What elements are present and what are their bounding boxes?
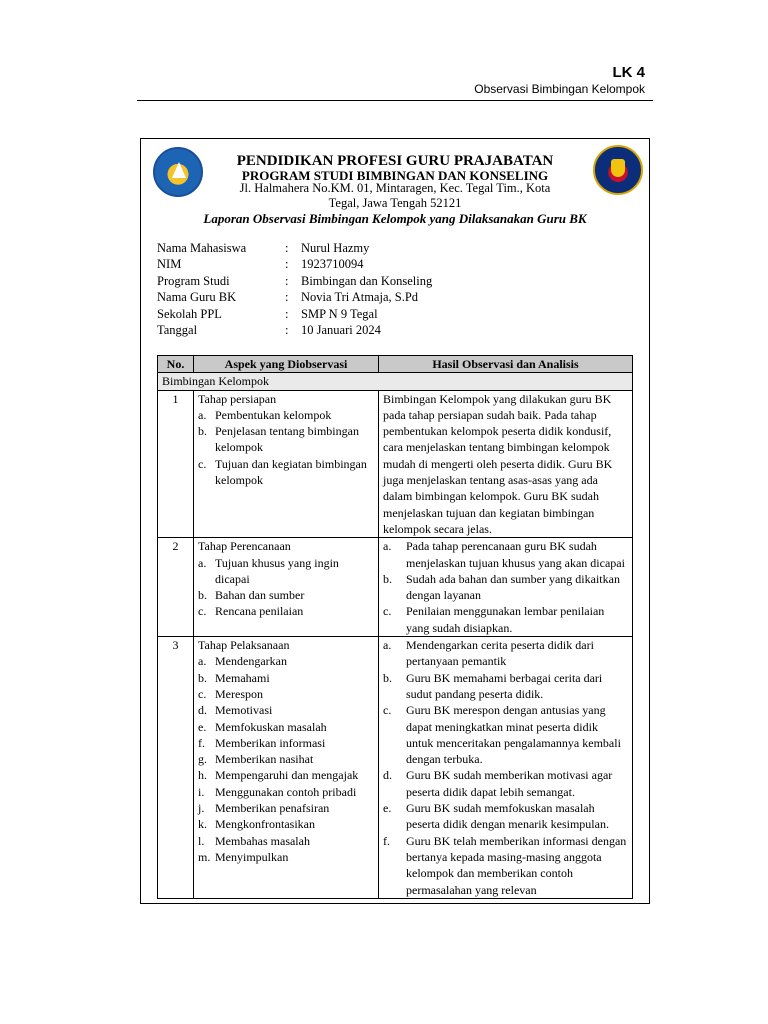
- result-cell: [379, 637, 633, 899]
- list-marker: c.: [198, 686, 207, 701]
- list-item: [198, 719, 374, 735]
- list-text: Penilaian menggunakan lembar penilaian yang sudah disiapkan.: [406, 604, 605, 635]
- info-row: [157, 323, 432, 339]
- list-marker: j.: [198, 801, 205, 816]
- list-text: Menggunakan contoh pribadi: [215, 784, 357, 799]
- list-text: Tujuan khusus yang ingin dicapai: [215, 555, 339, 586]
- header-aspect: Aspek yang Diobservasi: [194, 356, 379, 373]
- list-marker: b.: [383, 670, 392, 685]
- list-marker: a.: [383, 638, 392, 653]
- info-colon: :: [285, 241, 289, 255]
- list-item: [198, 751, 374, 767]
- list-marker: g.: [198, 752, 207, 767]
- observation-table: [157, 355, 633, 899]
- table-row: [158, 538, 633, 637]
- student-info: [157, 241, 432, 339]
- list-marker: a.: [383, 539, 392, 554]
- list-item: [198, 670, 374, 686]
- info-colon: :: [285, 257, 289, 272]
- list-text: Mendengarkan cerita peserta didik dari pertanyaan pemantik: [406, 638, 594, 669]
- list-text: Penjelasan tentang bimbingan kelompok: [215, 424, 359, 455]
- list-item: [383, 767, 628, 800]
- list-item: [383, 603, 628, 636]
- list-text: Sudah ada bahan dan sumber yang dikaitkan dengan layanan: [406, 571, 620, 603]
- info-row: [157, 257, 432, 273]
- list-item: [198, 555, 374, 588]
- list-item: [198, 702, 374, 718]
- list-marker: b.: [198, 424, 207, 439]
- list-text: Guru BK merespon dengan antusias yang dapat meningkatkan minat peserta didik untuk menceritakan pengalamannya kembali dengan terbuka.: [406, 703, 621, 767]
- list-text: Guru BK sudah memfokuskan masalah peserta didik dengan menarik kesimpulan.: [406, 801, 609, 832]
- institution-name: PENDIDIKAN PROFESI GURU PRAJABATAN: [236, 153, 554, 169]
- list-text: Guru BK telah memberikan informasi dengan bertanya kepada masing-masing anggota kelompok dan memberikan contoh permasalahan yang relevan: [406, 833, 627, 897]
- report-frame: [140, 138, 650, 904]
- info-colon: :: [285, 322, 289, 337]
- list-marker: d.: [198, 703, 207, 718]
- list-item: [198, 800, 374, 816]
- list-text: Pada tahap perencanaan guru BK sudah menjelaskan tujuan khusus yang akan dicapai: [406, 539, 625, 570]
- info-value: Bimbingan dan Konseling: [301, 273, 433, 288]
- list-text: Tujuan dan kegiatan bimbingan kelompok: [215, 456, 367, 488]
- list-text: Rencana penilaian: [215, 604, 304, 619]
- list-text: Mempengaruhi dan mengajak: [215, 768, 359, 783]
- header-no: No.: [158, 356, 194, 373]
- info-row: [157, 274, 432, 290]
- list-item: [383, 702, 628, 767]
- info-row: [157, 241, 432, 257]
- list-item: [198, 735, 374, 751]
- list-text: Guru BK memahami berbagai cerita dari sudut pandang peserta didik.: [406, 670, 603, 701]
- row-number: 3: [158, 637, 194, 899]
- list-marker: e.: [383, 801, 392, 816]
- list-marker: b.: [383, 571, 392, 586]
- info-value: Novia Tri Atmaja, S.Pd: [301, 290, 419, 305]
- list-item: [383, 538, 628, 571]
- worksheet-code: LK 4: [612, 64, 645, 81]
- list-item: [198, 653, 374, 669]
- info-label: Nama Guru BK: [157, 290, 237, 305]
- list-text: Merespon: [215, 686, 263, 701]
- list-marker: m.: [198, 849, 211, 864]
- list-marker: d.: [383, 768, 392, 783]
- list-text: Membahas masalah: [215, 833, 310, 848]
- list-marker: c.: [198, 604, 207, 619]
- list-item: [198, 587, 374, 603]
- list-marker: c.: [383, 604, 392, 619]
- address-line-1: Jl. Halmahera No.KM. 01, Mintaragen, Kec. Tegal Tim., Kota: [239, 181, 551, 195]
- aspect-cell: [194, 390, 379, 538]
- info-value: 10 Januari 2024: [301, 322, 381, 337]
- report-title: Laporan Observasi Bimbingan Kelompok yang Dilaksanakan Guru BK: [203, 211, 587, 226]
- list-item: [198, 816, 374, 832]
- list-text: Pembentukan kelompok: [215, 407, 332, 422]
- info-colon: :: [285, 290, 289, 305]
- list-text: Mengkonfrontasikan: [215, 817, 315, 832]
- list-text: Menyimpulkan: [215, 849, 289, 864]
- result-cell: [379, 390, 633, 538]
- list-item: [383, 571, 628, 604]
- header-divider: [137, 100, 653, 101]
- row-number: 1: [158, 390, 194, 538]
- list-marker: h.: [198, 768, 207, 783]
- list-text: Guru BK sudah memberikan motivasi agar peserta didik dapat lebih semangat.: [406, 768, 613, 799]
- info-label: Sekolah PPL: [157, 306, 222, 321]
- list-marker: f.: [198, 735, 205, 750]
- list-marker: a.: [198, 407, 207, 422]
- list-item: [198, 603, 374, 619]
- list-marker: c.: [198, 456, 207, 471]
- list-item: [198, 767, 374, 783]
- list-marker: a.: [198, 555, 207, 570]
- aspect-title: Tahap Perencanaan: [198, 539, 291, 554]
- list-item: [383, 637, 628, 670]
- header-result: Hasil Observasi dan Analisis: [379, 356, 633, 373]
- list-text: Memberikan informasi: [215, 735, 326, 750]
- list-item: [198, 833, 374, 849]
- list-item: [383, 833, 628, 898]
- info-value: SMP N 9 Tegal: [301, 306, 378, 321]
- list-text: Memberikan penafsiran: [215, 801, 330, 816]
- list-marker: f.: [383, 833, 390, 848]
- info-label: Tanggal: [157, 322, 198, 337]
- list-text: Memberikan nasihat: [215, 752, 314, 767]
- table-row: [158, 637, 633, 899]
- address-line-2: Tegal, Jawa Tengah 52121: [328, 196, 462, 210]
- table-row: [158, 390, 633, 538]
- list-item: [383, 670, 628, 703]
- info-value: 1923710094: [301, 257, 364, 272]
- info-colon: :: [285, 273, 289, 288]
- info-label: Nama Mahasiswa: [157, 241, 247, 255]
- list-marker: b.: [198, 588, 207, 603]
- list-item: [198, 686, 374, 702]
- list-text: Memfokuskan masalah: [215, 719, 327, 734]
- list-text: Memotivasi: [215, 703, 273, 718]
- aspect-title: Tahap Pelaksanaan: [198, 638, 290, 653]
- result-cell: [379, 538, 633, 637]
- list-text: Bahan dan sumber: [215, 588, 305, 603]
- worksheet-subtitle: Observasi Bimbingan Kelompok: [474, 82, 645, 96]
- list-marker: e.: [198, 719, 207, 734]
- list-marker: k.: [198, 817, 207, 832]
- info-row: [157, 290, 432, 306]
- list-marker: b.: [198, 670, 207, 685]
- info-label: Program Studi: [157, 273, 230, 288]
- info-label: NIM: [157, 257, 182, 272]
- result-text: Bimbingan Kelompok yang dilakukan guru BK pada tahap persiapan sudah baik. Pada tahap pembentukan kelompok peserta didik kondusif, cara menjelaskan tentang bimbingan kelompok mudah di mengerti oleh peserta didik. Guru BK juga menjelaskan tentang asas-asas yang ada dalam bimbingan kelompok. Guru BK sudah menjelaskan tujuan dan kegiatan bimbingan kelompok secara jelas.: [383, 391, 613, 536]
- list-item: [198, 784, 374, 800]
- aspect-cell: [194, 637, 379, 899]
- section-label: Bimbingan Kelompok: [158, 373, 633, 390]
- list-item: [198, 423, 374, 456]
- list-marker: i.: [198, 784, 205, 799]
- info-row: [157, 307, 432, 323]
- program-name: PROGRAM STUDI BIMBINGAN DAN KONSELING: [241, 168, 549, 183]
- aspect-cell: [194, 538, 379, 637]
- row-number: 2: [158, 538, 194, 637]
- list-item: [383, 800, 628, 833]
- aspect-title: Tahap persiapan: [198, 391, 277, 406]
- info-colon: :: [285, 306, 289, 321]
- list-text: Mendengarkan: [215, 654, 287, 669]
- list-marker: l.: [198, 833, 205, 848]
- info-value: Nurul Hazmy: [301, 241, 370, 255]
- list-marker: a.: [198, 654, 207, 669]
- list-item: [198, 456, 374, 489]
- list-item: [198, 407, 374, 423]
- list-text: Memahami: [215, 670, 270, 685]
- list-item: [198, 849, 374, 865]
- list-marker: c.: [383, 703, 392, 718]
